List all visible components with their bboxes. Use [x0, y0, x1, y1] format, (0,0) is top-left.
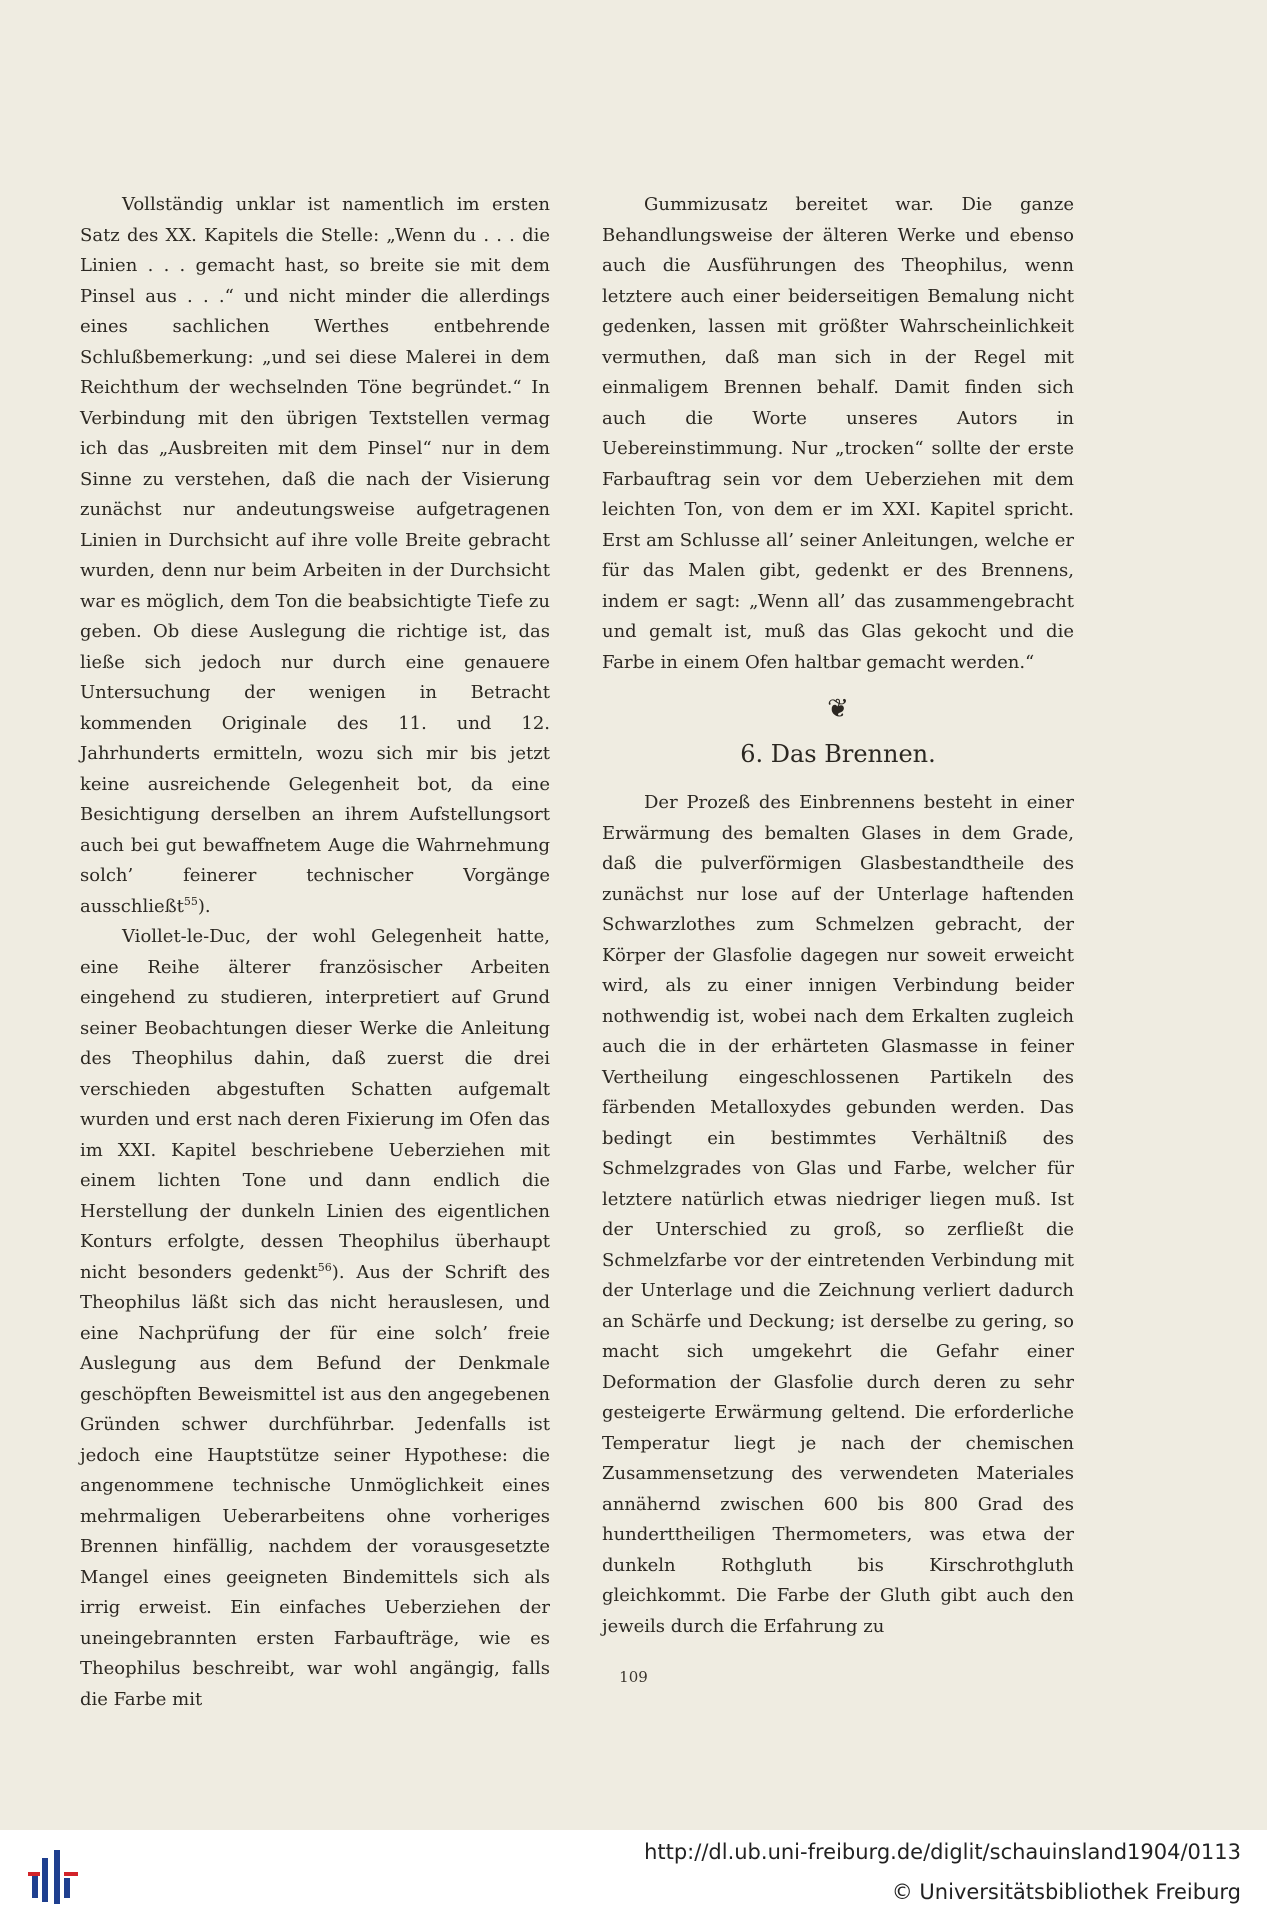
right-paragraph-1: Gummizusatz bereitet war. Die ganze Behandlungsweise der älteren Werke und ebenso auch die Ausführungen des Theophilus, wenn letztere auch einer beiderseitigen Bemalung nicht gedenken, lassen mit größter Wahrscheinlichkeit vermuthen, daß man sich in der Regel mit einmaligem Brennen behalf. Damit finden sich auch die Worte unseres Autors in Uebereinstimmung. Nur „trocken“ sollte der erste Farbauftrag sein vor dem Ueberziehen mit dem leichten Ton, von dem er im XXI. Kapitel spricht. Erst am Schlusse all’ seiner Anleitungen, welche er für das Malen gibt, gedenkt er des Brennens, indem er sagt: „Wenn all’ das zusammengebracht und gemalt ist, muß das Glas gekocht und die Farbe in einem Ofen haltbar gemacht werden.“: [602, 194, 1074, 673]
left-column: [80, 190, 550, 1715]
left-paragraph-2-text-b: ). Aus der Schrift des Theophilus läßt sich das nicht herauslesen, und eine Nachprüfung der für eine solch’ freie Auslegung aus dem Befund der Denkmale geschöpften Beweismittel ist aus den angegebenen Gründen schwer durchführbar. Jedenfalls ist jedoch eine Hauptstütze seiner Hypothese: die angenommene technische Unmöglichkeit eines mehrmaligen Ueberarbeitens ohne vorheriges Brennen hinfällig, nachdem der vorausgesetzte Mangel eines geeigneten Bindemittels sich als irrig erweist. Ein einfaches Ueberziehen der uneingebrannten ersten Farbaufträge, wie es Theophilus beschreibt, war wohl angängig, falls die Farbe mit: [80, 1261, 550, 1710]
left-paragraph-1: [80, 190, 550, 922]
footnote-ref-55[interactable]: 55: [183, 894, 198, 908]
copyright-notice: © Universitätsbibliothek Freiburg: [891, 1880, 1241, 1904]
left-paragraph-1-text: Vollständig unklar ist namentlich im ersten Satz des XX. Kapitels die Stelle: „Wenn du . . . die Linien . . . gemacht hast, so breite sie mit dem Pinsel aus . . .“ und nicht minder die allerdings eines sachlichen Werthes entbehrende Schlußbemerkung: „und sei diese Malerei in dem Reichthum der wechselnden Töne begründet.“ In Verbindung mit den übrigen Textstellen vermag ich das „Ausbreiten mit dem Pinsel“ nur in dem Sinne zu verstehen, daß die nach der Visierung zunächst nur andeutungsweise aufgetragenen Linien in Durchsicht auf ihre volle Breite gebracht wurden, denn nur beim Arbeiten in der Durchsicht war es möglich, dem Ton die beabsichtigte Tiefe zu geben. Ob diese Auslegung die richtige ist, das ließe sich jedoch nur durch eine genauere Untersuchung der wenigen in Betracht kommenden Originale des 11. und 12. Jahrhunderts ermitteln, wozu sich mir bis jetzt keine ausreichende Gelegenheit bot, da eine Besichtigung derselben an ihrem Aufstellungsort auch bei gut bewaffnetem Auge die Wahrnehmung solch’ feinerer technischer Vorgänge ausschließt: [80, 194, 550, 917]
permalink-url[interactable]: http://dl.ub.uni-freiburg.de/diglit/schauinsland1904/0113: [644, 1840, 1241, 1864]
footnote-ref-56[interactable]: 56: [317, 1260, 332, 1274]
library-footer: [0, 1830, 1267, 1922]
right-paragraph-2: Der Prozeß des Einbrennens besteht in einer Erwärmung des bemalten Glases in dem Grade, daß die pulverförmigen Glasbestandtheile des zunächst nur lose auf der Unterlage haftenden Schwarzlothes zum Schmelzen gebracht, der Körper der Glasfolie dagegen nur soweit erweicht wird, als zu einer innigen Verbindung beider nothwendig ist, wobei nach dem Erkalten zugleich auch die in der erhärteten Glasmasse in feiner Vertheilung eingeschlossenen Partikeln des färbenden Metalloxydes gebunden werden. Das bedingt ein bestimmtes Verhältniß des Schmelzgrades von Glas und Farbe, welcher für letztere natürlich etwas niedriger liegen muß. Ist der Unterschied zu groß, so zerfließt die Schmelzfarbe vor der eintretenden Verbindung mit der Unterlage und die Zeichnung verliert dadurch an Schärfe und Deckung; ist derselbe zu gering, so macht sich umgekehrt die Gefahr einer Deformation der Glasfolie durch deren zu sehr gesteigerte Erwärmung geltend. Die erforderliche Temperatur liegt je nach der chemischen Zusammensetzung des verwendeten Materiales annähernd zwischen 600 bis 800 Grad des hunderttheiligen Thermometers, was etwa der dunkeln Rothgluth bis Kirschrothgluth gleichkommt. Die Farbe der Gluth gibt auch den jeweils durch die Erfahrung zu: [602, 792, 1074, 1637]
left-paragraph-2-text-a: Viollet-le-Duc, der wohl Gelegenheit hatte, eine Reihe älterer französischer Arbeiten eingehend zu studieren, interpretiert auf Grund seiner Beobachtungen dieser Werke die Anleitung des Theophilus dahin, daß zuerst die drei verschieden abgestuften Schatten aufgemalt wurden und erst nach deren Fixierung im Ofen das im XXI. Kapitel beschriebene Ueberziehen mit einem lichten Tone und dann endlich die Herstellung der dunkeln Linien des eigentlichen Konturs erfolgte, dessen Theophilus überhaupt nicht besonders gedenkt: [80, 926, 550, 1283]
page-number: 109: [619, 1668, 648, 1686]
ub-freiburg-logo-icon: [28, 1848, 84, 1906]
right-column: [602, 190, 1074, 1642]
left-paragraph-1-end: ).: [197, 895, 211, 917]
left-paragraph-2: [80, 922, 550, 1715]
section-heading: 6. Das Brennen.: [740, 740, 936, 768]
fleuron-ornament-icon: ❦: [827, 694, 849, 724]
